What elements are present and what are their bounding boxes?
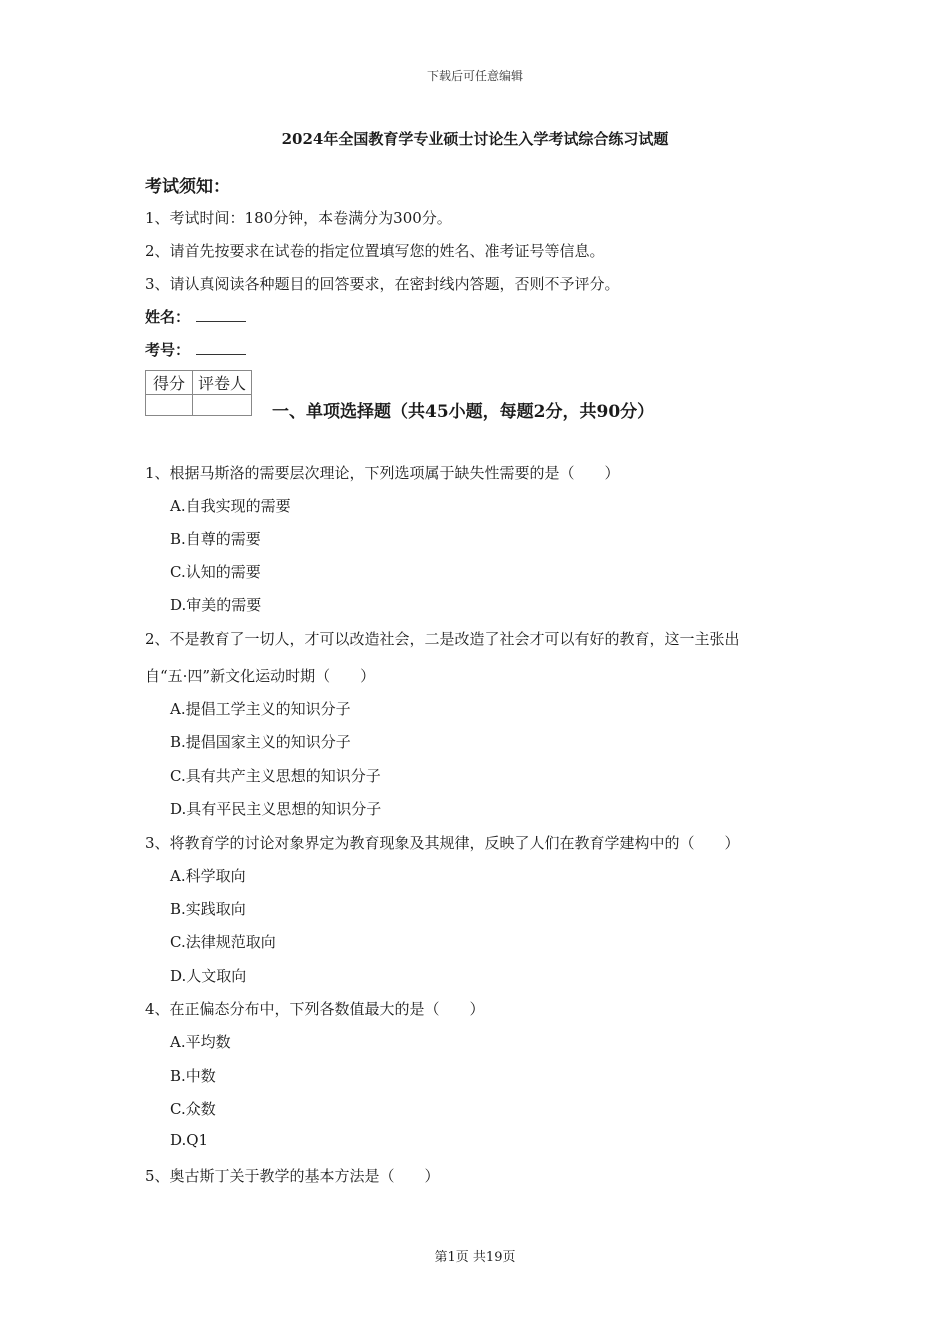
question-option: C.认知的需要 <box>170 563 261 581</box>
question-option: C.法律规范取向 <box>170 933 276 951</box>
notice-item: 2、请首先按要求在试卷的指定位置填写您的姓名、准考证号等信息。 <box>145 242 605 260</box>
question-option: B.提倡国家主义的知识分子 <box>170 733 351 751</box>
question-option: B.自尊的需要 <box>170 530 261 548</box>
question-option: D.审美的需要 <box>170 596 262 614</box>
question-stem-continued: 自“五·四”新文化运动时期（ ） <box>145 667 376 685</box>
header-note: 下载后可任意编辑 <box>426 69 523 83</box>
score-table <box>145 370 252 416</box>
score-cell[interactable] <box>146 395 193 416</box>
grader-cell[interactable] <box>193 395 252 416</box>
question-option: D.具有平民主义思想的知识分子 <box>170 800 382 818</box>
name-field <box>145 306 246 327</box>
section-title: 一、单项选择题（共45小题，每题2分，共90分） <box>272 402 655 422</box>
question-stem: 1、根据马斯洛的需要层次理论，下列选项属于缺失性需要的是（ ） <box>145 464 620 482</box>
page-footer: 第1页 共19页 <box>434 1250 516 1265</box>
notice-heading: 考试须知： <box>145 177 230 197</box>
question-option: A.自我实现的需要 <box>170 497 291 515</box>
question-stem: 2、不是教育了一切人，才可以改造社会，二是改造了社会才可以有好的教育，这一主张出 <box>145 630 740 648</box>
question-option: C.具有共产主义思想的知识分子 <box>170 767 381 785</box>
id-label: 考号： <box>145 341 191 359</box>
score-header: 得分 <box>146 371 193 395</box>
notice-item: 1、考试时间：180分钟，本卷满分为300分。 <box>145 209 452 227</box>
id-field <box>145 339 246 360</box>
document-title: 2024年全国教育学专业硕士讨论生入学考试综合练习试题 <box>281 130 669 148</box>
question-stem: 3、将教育学的讨论对象界定为教育现象及其规律，反映了人们在教育学建构中的（ ） <box>145 834 740 852</box>
question-option: B.中数 <box>170 1067 216 1085</box>
question-option: B.实践取向 <box>170 900 246 918</box>
question-stem: 4、在正偏态分布中，下列各数值最大的是（ ） <box>145 1000 485 1018</box>
grader-header: 评卷人 <box>193 371 252 395</box>
name-blank[interactable] <box>196 307 246 322</box>
id-blank[interactable] <box>196 340 246 355</box>
question-option: D.Q1 <box>170 1131 209 1149</box>
question-stem: 5、奥古斯丁关于教学的基本方法是（ ） <box>145 1167 440 1185</box>
question-option: D.人文取向 <box>170 967 247 985</box>
question-option: A.平均数 <box>170 1033 231 1051</box>
question-option: C.众数 <box>170 1100 216 1118</box>
question-option: A.提倡工学主义的知识分子 <box>170 700 351 718</box>
question-option: A.科学取向 <box>170 867 246 885</box>
name-label: 姓名： <box>145 308 191 326</box>
notice-item: 3、请认真阅读各种题目的回答要求，在密封线内答题，否则不予评分。 <box>145 275 620 293</box>
